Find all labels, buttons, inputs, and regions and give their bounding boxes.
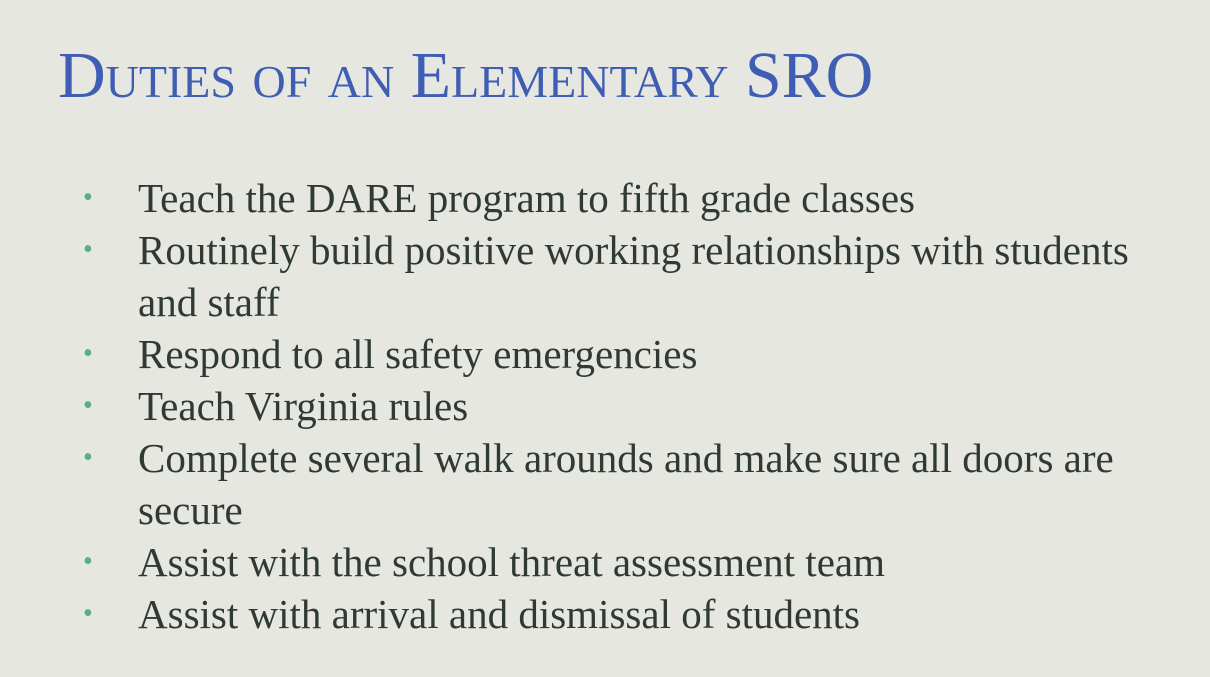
bullet-icon: •: [83, 390, 93, 421]
bullet-text: Teach Virginia rules: [138, 383, 469, 429]
slide-title: Duties of an Elementary SRO: [58, 39, 874, 112]
bullet-text: Complete several walk arounds and make sure all doors are secure: [138, 435, 1114, 533]
bullet-icon: •: [83, 182, 93, 213]
list-item: [83, 172, 1163, 224]
bullet-text: Teach the DARE program to fifth grade classes: [138, 175, 915, 221]
list-item: [83, 432, 1163, 536]
bullet-text: Assist with arrival and dismissal of students: [138, 591, 861, 637]
bullet-icon: •: [83, 442, 93, 473]
list-item: [83, 380, 1163, 432]
bullet-icon: •: [83, 546, 93, 577]
bullet-text: Assist with the school threat assessment team: [138, 539, 885, 585]
list-item: [83, 588, 1163, 640]
bullet-icon: •: [83, 338, 93, 369]
bullet-list: [83, 172, 1163, 640]
bullet-text: Respond to all safety emergencies: [138, 331, 698, 377]
bullet-text: Routinely build positive working relationships with students and staff: [138, 227, 1129, 325]
bullet-icon: •: [83, 598, 93, 629]
list-item: [83, 536, 1163, 588]
list-item: [83, 224, 1163, 328]
bullet-icon: •: [83, 234, 93, 265]
list-item: [83, 328, 1163, 380]
